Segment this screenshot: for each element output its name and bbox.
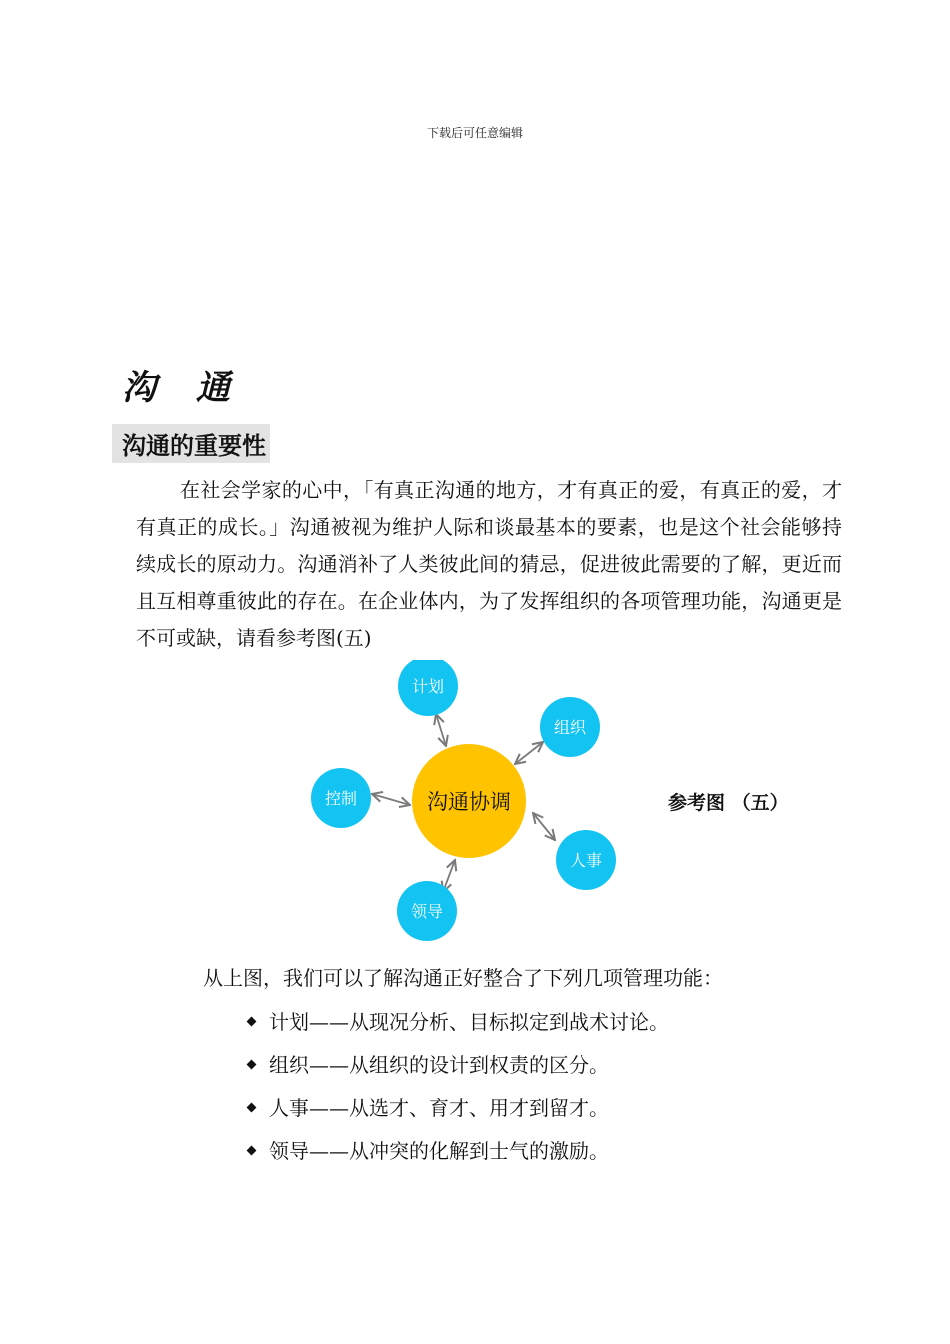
list-item-text: 计划——从现况分析、目标拟定到战术讨论。 xyxy=(269,1010,669,1034)
list-item xyxy=(246,1003,669,1046)
connector-staffing xyxy=(533,813,555,840)
function-list xyxy=(246,1003,669,1175)
diamond-bullet-icon xyxy=(247,1060,257,1070)
header-note: 下载后可任意编辑 xyxy=(426,126,523,140)
body-paragraph: 在社会学家的心中，「有真正沟通的地方，才有真正的爱，有真正的爱，才有真正的成长。」沟通被视为维护人际和谈最基本的要素，也是这个社会能够持续成长的原动力。沟通消补了人类彼此间的猜忌，促进彼此需要的了解，更近而且互相尊重彼此的存在。在企业体内，为了发挥组织的各项管理功能，沟通更是不可或缺，请看参考图(五) xyxy=(136,478,842,650)
list-item xyxy=(246,1132,669,1175)
summary-line: 从上图，我们可以了解沟通正好整合了下列几项管理功能： xyxy=(203,966,723,990)
diamond-bullet-icon xyxy=(247,1017,257,1027)
list-item xyxy=(246,1089,669,1132)
node-organize-label: 组织 xyxy=(553,718,587,737)
connector-plan xyxy=(436,714,446,746)
node-lead-label: 领导 xyxy=(410,902,444,921)
connector-control xyxy=(372,794,410,805)
list-item xyxy=(246,1046,669,1089)
node-staffing-label: 人事 xyxy=(569,851,603,870)
communication-diagram xyxy=(0,660,950,960)
diamond-bullet-icon xyxy=(247,1103,257,1113)
node-plan-label: 计划 xyxy=(411,677,445,696)
figure-caption: 参考图 （五） xyxy=(668,792,789,814)
document-title: 沟 通 xyxy=(122,368,244,408)
list-item-text: 组织——从组织的设计到权责的区分。 xyxy=(269,1053,609,1077)
section-heading: 沟通的重要性 xyxy=(112,424,270,463)
node-control-label: 控制 xyxy=(324,789,358,808)
list-item-text: 人事——从选才、育才、用才到留才。 xyxy=(269,1096,609,1120)
connector-organize xyxy=(515,742,543,764)
diamond-bullet-icon xyxy=(247,1146,257,1156)
list-item-text: 领导——从冲突的化解到士气的激励。 xyxy=(269,1139,609,1163)
center-label: 沟通协调 xyxy=(427,790,511,814)
